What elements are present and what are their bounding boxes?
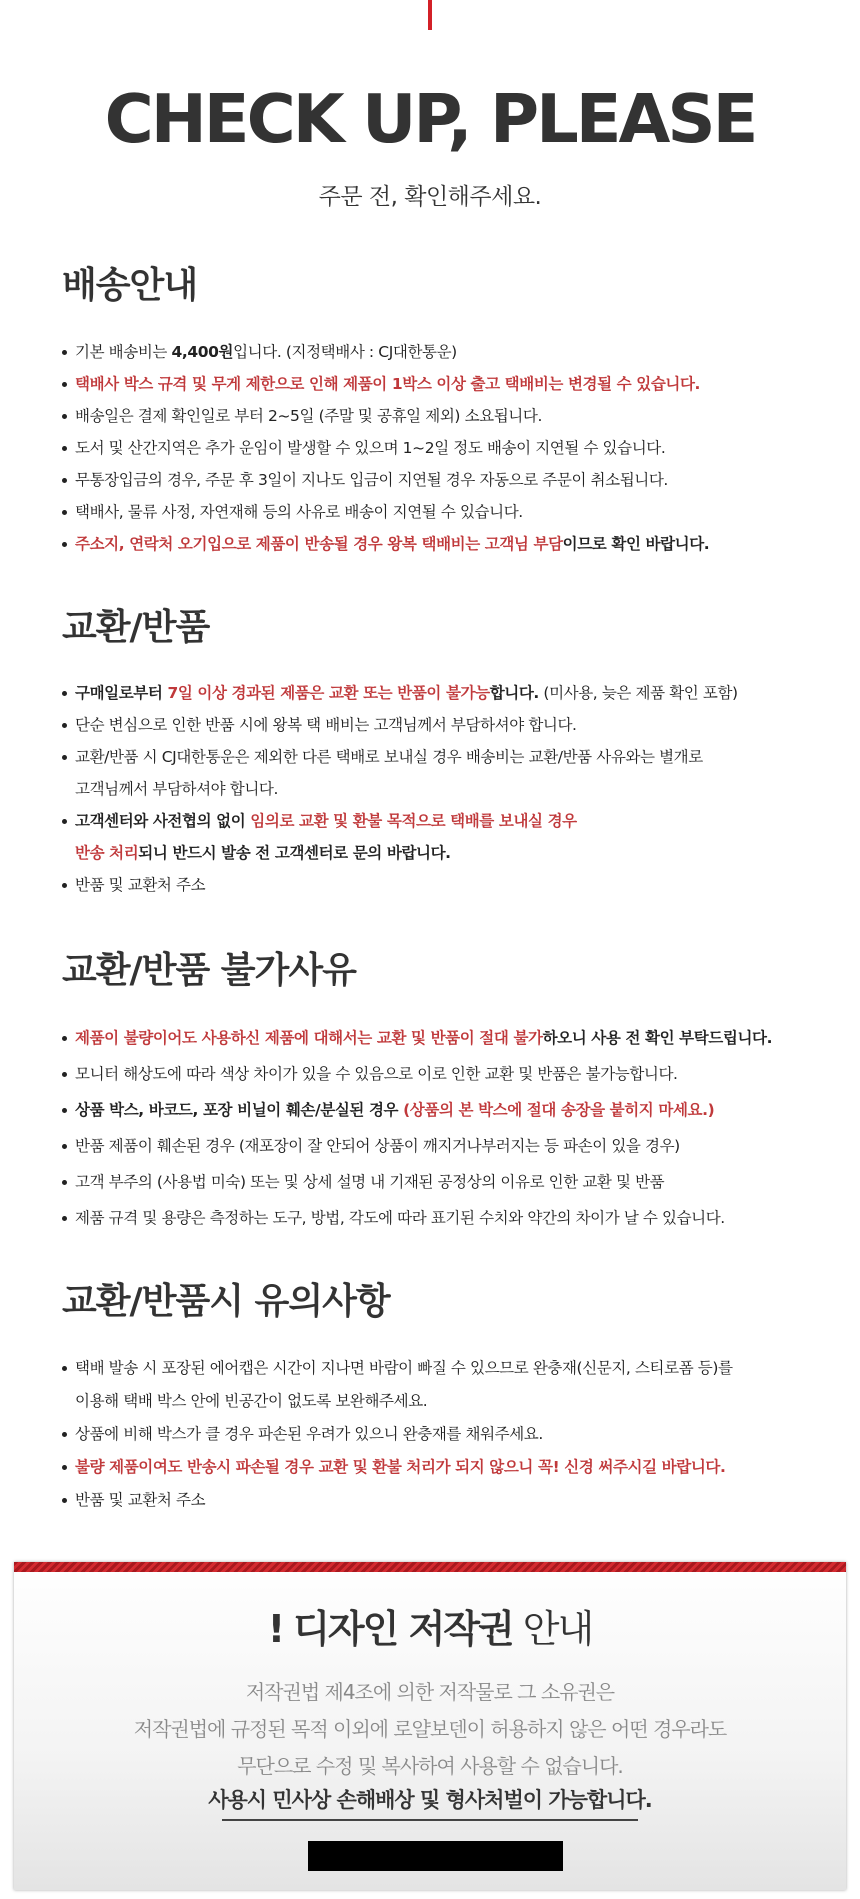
list-item bbox=[62, 1352, 852, 1418]
exchange-impossible-title: 교환/반품 불가사유 bbox=[62, 950, 356, 991]
text-segment: 제품이 불량이어도 사용하신 제품에 대해서는 교환 및 반품이 절대 불가 bbox=[75, 1029, 543, 1047]
text-segment: 이용해 택배 박스 안에 빈공간이 없도록 보완해주세요. bbox=[75, 1392, 428, 1410]
text-segment: 택배사 박스 규격 및 무게 제한으로 인해 제품이 1박스 이상 출고 택배비는 변경될 수 있습니다. bbox=[75, 375, 701, 393]
list-item bbox=[62, 1056, 852, 1092]
list-item bbox=[62, 1484, 852, 1517]
text-segment: 되니 반드시 발송 전 고객센터로 문의 바랍니다. bbox=[138, 844, 451, 862]
list-item bbox=[62, 741, 852, 805]
text-segment: 상품에 비해 박스가 클 경우 파손된 우려가 있으니 완충재를 채워주세요. bbox=[75, 1425, 543, 1443]
list-item bbox=[62, 677, 852, 709]
list-item bbox=[62, 368, 852, 400]
list-item bbox=[62, 1200, 852, 1236]
exchange-notes-list bbox=[62, 1352, 852, 1517]
text-segment: 모니터 해상도에 따라 색상 차이가 있을 수 있음으로 이로 인한 교환 및 반품은 불가능합니다. bbox=[75, 1065, 678, 1083]
copyright-line-2: 저작권법에 규정된 목적 이외에 로얄보덴이 허용하지 않은 어떤 경우라도 bbox=[133, 1717, 727, 1741]
list-item bbox=[62, 1020, 852, 1056]
copyright-line-1: 저작권법 제4조에 의한 저작물로 그 소유권은 bbox=[245, 1680, 615, 1704]
text-segment: 무통장입금의 경우, 주문 후 3일이 지나도 입금이 지연될 경우 자동으로 주문이 취소됩니다. bbox=[75, 471, 668, 489]
copyright-title-light: 안내 bbox=[522, 1607, 593, 1651]
list-item bbox=[62, 869, 852, 901]
list-item-line-1 bbox=[75, 741, 852, 773]
text-segment: 반송 처리 bbox=[75, 844, 139, 862]
list-item bbox=[62, 528, 852, 560]
shipping-section bbox=[62, 265, 842, 553]
text-segment: 주소지, 연락처 오기입으로 제품이 반송될 경우 왕복 택배비는 고객님 부담 bbox=[75, 535, 563, 553]
list-item bbox=[62, 464, 852, 496]
copyright-line-3: 무단으로 수정 및 복사하여 사용할 수 없습니다. bbox=[237, 1754, 623, 1778]
page-title: CHECK UP, PLEASE bbox=[104, 80, 756, 158]
text-segment: (미사용, 늦은 제품 확인 포함) bbox=[538, 684, 738, 702]
text-segment: 합니다. bbox=[489, 684, 539, 702]
list-item bbox=[62, 1418, 852, 1451]
shipping-list bbox=[62, 336, 852, 560]
exclamation-icon: ! bbox=[267, 1607, 284, 1651]
copyright-warning: 사용시 민사상 손해배상 및 형사처벌이 가능합니다. bbox=[208, 1788, 652, 1812]
text-segment: 단순 변심으로 인한 반품 시에 왕복 택 배비는 고객님께서 부담하셔야 합니다. bbox=[75, 716, 577, 734]
text-segment: 고객센터와 사전협의 없이 bbox=[75, 812, 251, 830]
list-item bbox=[62, 1164, 852, 1200]
exchange-section bbox=[62, 607, 842, 894]
text-segment: 반품 및 교환처 주소 bbox=[75, 876, 206, 894]
text-segment: (상품의 본 박스에 절대 송장을 붙히지 마세요.) bbox=[403, 1101, 715, 1119]
text-segment: 배송일은 결제 확인일로 부터 2~5일 (주말 및 공휴일 제외) 소요됩니다. bbox=[75, 407, 542, 425]
text-segment: 교환/반품 시 CJ대한통운은 제외한 다른 택배로 보내실 경우 배송비는 교환/반품 사유와는 별개로 bbox=[75, 748, 703, 766]
copyright-title-bold: 디자인 저작권 bbox=[293, 1607, 513, 1651]
list-item bbox=[62, 709, 852, 741]
list-item-line-2 bbox=[75, 837, 852, 869]
list-item-line-2 bbox=[75, 1385, 852, 1418]
text-segment: 고객 부주의 (사용법 미숙) 또는 및 상세 설명 내 기재된 공정상의 이유로 인한 교환 및 반품 bbox=[75, 1173, 665, 1191]
list-item bbox=[62, 805, 852, 869]
exchange-impossible-list bbox=[62, 1020, 852, 1236]
text-segment: 이므로 확인 바랍니다. bbox=[562, 535, 710, 553]
text-segment: 하오니 사용 전 확인 부탁드립니다. bbox=[542, 1029, 773, 1047]
copyright-notice bbox=[14, 1562, 846, 1890]
redaction-bar bbox=[308, 1841, 563, 1871]
text-segment: 입니다. (지정택배사 : CJ대한통운) bbox=[233, 343, 457, 361]
text-segment: 4,400원 bbox=[171, 343, 234, 361]
exchange-title: 교환/반품 bbox=[62, 607, 210, 648]
list-item-line-1 bbox=[75, 805, 852, 837]
list-item bbox=[62, 336, 852, 368]
shipping-title: 배송안내 bbox=[62, 265, 198, 306]
text-segment: 구매일로부터 bbox=[75, 684, 168, 702]
text-segment: 임의로 교환 및 환불 목적으로 택배를 보내실 경우 bbox=[250, 812, 577, 830]
list-item bbox=[62, 400, 852, 432]
text-segment: 고객님께서 부담하셔야 합니다. bbox=[75, 780, 279, 798]
text-segment: 도서 및 산간지역은 추가 운임이 발생할 수 있으며 1~2일 정도 배송이 지연될 수 있습니다. bbox=[75, 439, 666, 457]
copyright-underline bbox=[222, 1819, 638, 1821]
exchange-notes-title: 교환/반품시 유의사항 bbox=[62, 1281, 390, 1322]
text-segment: 반품 제품이 훼손된 경우 (재포장이 잘 안되어 상품이 깨지거나부러지는 등 파손이 있을 경우) bbox=[75, 1137, 680, 1155]
list-item bbox=[62, 432, 852, 464]
text-segment: 택배사, 물류 사정, 자연재해 등의 사유로 배송이 지연될 수 있습니다. bbox=[75, 503, 523, 521]
exchange-impossible-section bbox=[62, 950, 842, 1227]
text-segment: 기본 배송비는 bbox=[75, 343, 172, 361]
page-subtitle: 주문 전, 확인해주세요. bbox=[318, 184, 542, 210]
list-item bbox=[62, 1092, 852, 1128]
exchange-notes-section bbox=[62, 1281, 842, 1509]
list-item bbox=[62, 1451, 852, 1484]
list-item-line-1 bbox=[75, 1352, 852, 1385]
list-item bbox=[62, 1128, 852, 1164]
text-segment: 불량 제품이여도 반송시 파손될 경우 교환 및 환불 처리가 되지 않으니 꼭! 신경 써주시길 바랍니다. bbox=[75, 1458, 726, 1476]
top-accent-line bbox=[428, 0, 432, 30]
copyright-stripe bbox=[14, 1562, 846, 1572]
text-segment: 반품 및 교환처 주소 bbox=[75, 1491, 206, 1509]
text-segment: 7일 이상 경과된 제품은 교환 또는 반품이 불가능 bbox=[167, 684, 490, 702]
copyright-title bbox=[14, 1607, 846, 1651]
text-segment: 택배 발송 시 포장된 에어캡은 시간이 지나면 바람이 빠질 수 있으므로 완충재(신문지, 스티로폼 등)를 bbox=[75, 1359, 733, 1377]
list-item-line-2 bbox=[75, 773, 852, 805]
text-segment: 제품 규격 및 용량은 측정하는 도구, 방법, 각도에 따라 표기된 수치와 약간의 차이가 날 수 있습니다. bbox=[75, 1209, 725, 1227]
exchange-list bbox=[62, 677, 852, 901]
list-item bbox=[62, 496, 852, 528]
text-segment: 상품 박스, 바코드, 포장 비닐이 훼손/분실된 경우 bbox=[75, 1101, 404, 1119]
